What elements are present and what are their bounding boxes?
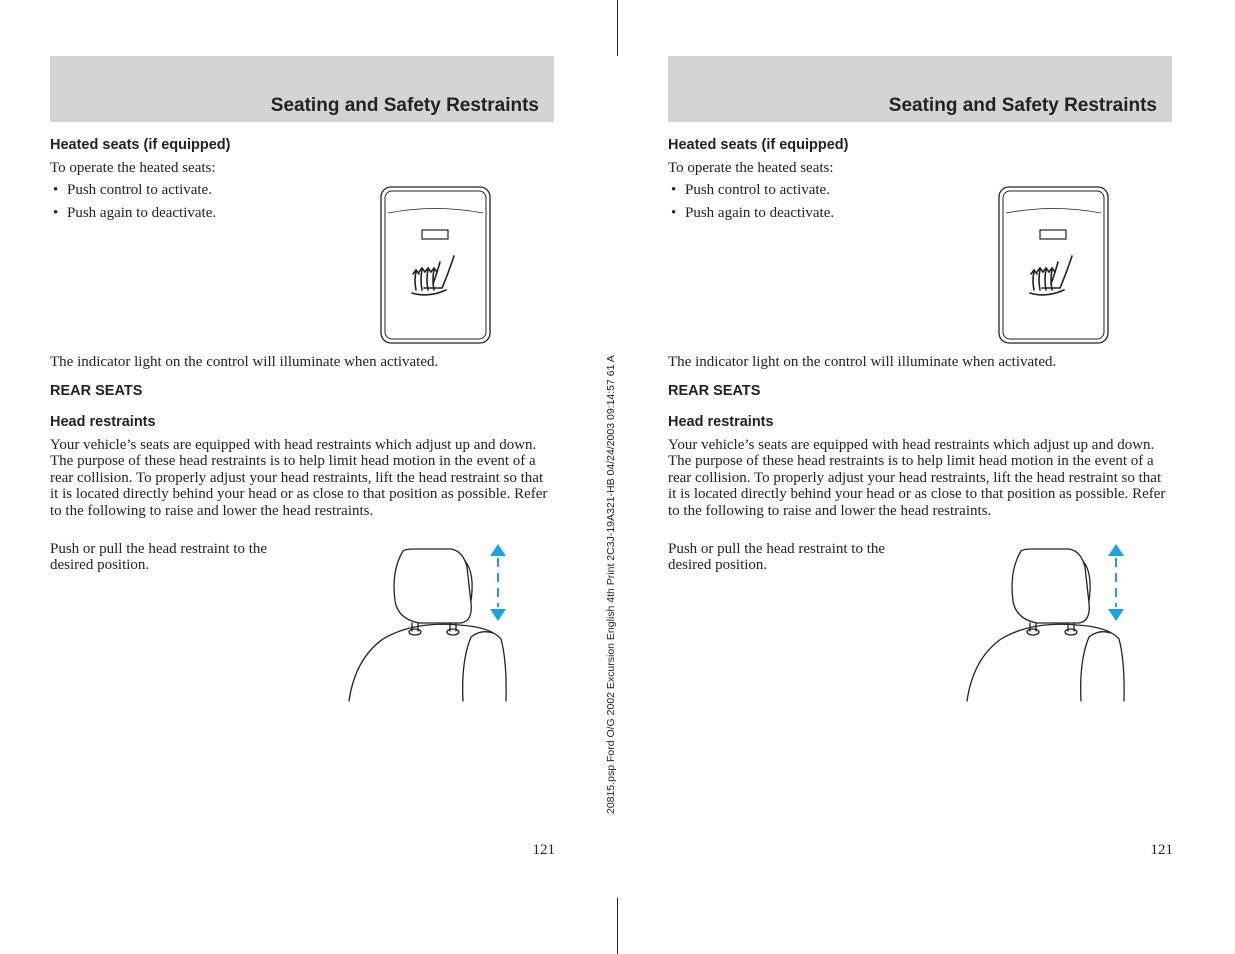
list-item: • Push control to activate. [50,179,216,202]
print-footer: 20815.psp Ford O/G 2002 Excursion English 4th Print 2C3J-19A321-HB 04/24/2003 09:14:57 61 A [605,355,617,814]
list-item: • Push control to activate. [668,179,834,202]
rear-seats-heading: REAR SEATS [50,383,143,399]
heated-seats-heading: Heated seats (if equipped) [50,137,231,153]
head-restraints-heading: Head restraints [50,414,156,430]
page-number: 121 [1150,842,1173,858]
bullet: • [53,204,59,221]
heated-seat-icon [412,256,454,295]
indicator-description: The indicator light on the control will illuminate when activated. [50,354,439,370]
section-header [668,56,1172,122]
head-restraint-illustration [343,541,518,706]
list-item: • Push again to deactivate. [668,202,834,225]
heated-seats-intro: To operate the heated seats: [668,160,834,176]
push-pull-instruction: Push or pull the head restraint to the desired position. [50,541,268,574]
manual-page-right [668,0,1173,954]
heated-seat-icon [1030,256,1072,295]
crop-mark-top [617,0,618,56]
bullet: • [671,204,677,221]
bullet: • [671,182,677,198]
section-title: Seating and Safety Restraints [888,95,1157,116]
heated-seats-intro: To operate the heated seats: [50,160,216,176]
push-pull-instruction: Push or pull the head restraint to the desired position. [668,541,886,574]
heated-seats-heading: Heated seats (if equipped) [668,137,849,153]
heated-seat-control-illustration [380,186,492,346]
rear-seats-heading: REAR SEATS [668,383,761,399]
head-restraints-heading: Head restraints [668,414,774,430]
indicator-light [422,230,448,239]
list-item: • Push again to deactivate. [50,202,216,225]
section-header [50,56,554,122]
adjust-arrow-icon [1108,544,1124,621]
indicator-description: The indicator light on the control will illuminate when activated. [668,354,1057,370]
heated-seats-bullets [50,179,216,224]
page-number: 121 [532,842,555,858]
head-restraints-paragraph: Your vehicle’s seats are equipped with head restraints which adjust up and down. The purpose of these head restraints is to help limit head motion in the event of a rear collision. To properly adjust your head restraints, lift the head restraint so that it is located directly behind your head or as close to that position as possible. Refer to the following to raise and lower the head restraints. [668,437,1166,519]
section-title: Seating and Safety Restraints [270,95,539,116]
head-restraints-paragraph: Your vehicle’s seats are equipped with head restraints which adjust up and down. The purpose of these head restraints is to help limit head motion in the event of a rear collision. To properly adjust your head restraints, lift the head restraint so that it is located directly behind your head or as close to that position as possible. Refer to the following to raise and lower the head restraints. [50,437,548,519]
manual-page-left [50,0,555,954]
heated-seats-bullets [668,179,834,224]
crop-mark-bottom [617,898,618,954]
adjust-arrow-icon [490,544,506,621]
heated-seat-control-illustration [998,186,1110,346]
indicator-light [1040,230,1066,239]
head-restraint-illustration [961,541,1136,706]
bullet: • [53,182,59,198]
